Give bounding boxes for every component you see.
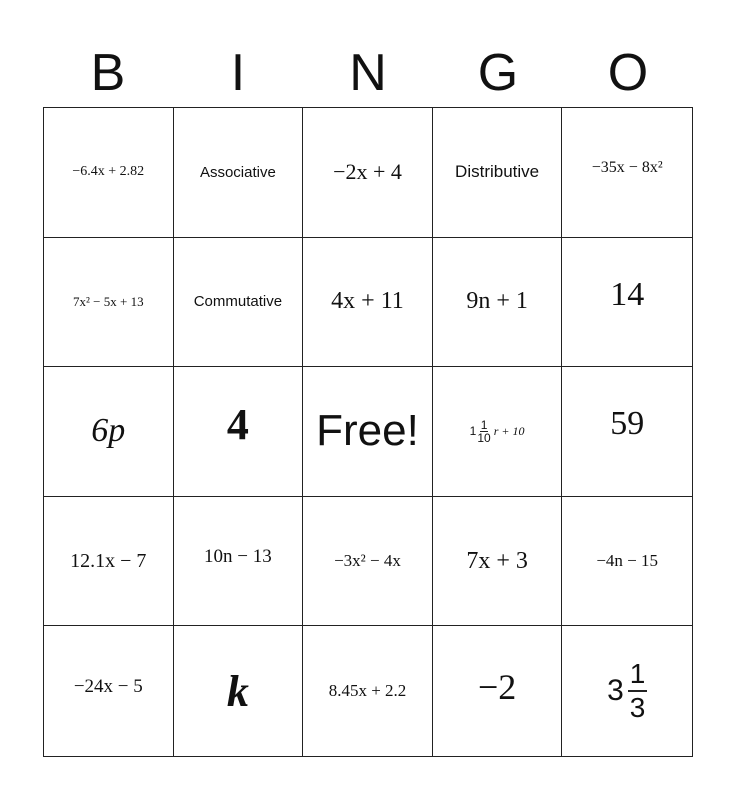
- header-letter-b: B: [90, 44, 126, 102]
- fraction: [476, 419, 491, 444]
- fraction-denominator: 3: [629, 692, 646, 724]
- cell-text: 9n + 1: [466, 288, 528, 315]
- mixed-whole: 3: [607, 674, 624, 708]
- cell-text: 4: [226, 399, 249, 449]
- bingo-cell[interactable]: [303, 626, 433, 756]
- cell-text: Commutative: [193, 293, 283, 311]
- bingo-cell[interactable]: [174, 626, 304, 756]
- cell-text: 10n − 13: [204, 546, 272, 568]
- cell-text: Distributive: [455, 162, 540, 182]
- fraction-numerator: 1: [480, 417, 488, 432]
- bingo-cell[interactable]: [44, 108, 174, 238]
- bingo-cell[interactable]: [433, 626, 563, 756]
- cell-text: 14: [610, 275, 645, 313]
- cell-text: 7x² − 5x + 13: [73, 293, 144, 309]
- mixed-fraction-expression: [470, 419, 525, 444]
- cell-text: k: [226, 666, 249, 716]
- mixed-fraction: [607, 660, 647, 722]
- bingo-cell[interactable]: [562, 626, 692, 756]
- bingo-cell[interactable]: [562, 497, 692, 627]
- mixed-whole: 1: [469, 424, 477, 439]
- bingo-cell[interactable]: [433, 497, 563, 627]
- cell-text: 6p: [91, 412, 126, 450]
- cell-text: −2: [477, 667, 517, 708]
- cell-text: 8.45x + 2.2: [328, 681, 407, 701]
- bingo-cell[interactable]: [44, 367, 174, 497]
- bingo-cell[interactable]: [433, 367, 563, 497]
- fraction-denominator: 10: [477, 430, 491, 445]
- bingo-cell[interactable]: [303, 497, 433, 627]
- bingo-header: [43, 42, 693, 104]
- bingo-cell[interactable]: [562, 238, 692, 368]
- header-letter-o: O: [607, 44, 649, 102]
- bingo-cell[interactable]: [562, 367, 692, 497]
- free-space-text: Free!: [316, 406, 419, 456]
- bingo-cell[interactable]: [174, 497, 304, 627]
- fraction: [628, 660, 648, 722]
- cell-text: −24x − 5: [73, 676, 143, 698]
- header-letter-i: I: [230, 44, 246, 102]
- bingo-cell[interactable]: [44, 238, 174, 368]
- bingo-board: [43, 107, 693, 757]
- cell-text: −4n − 15: [596, 551, 659, 571]
- cell-text: Associative: [199, 163, 276, 181]
- bingo-cell[interactable]: [433, 238, 563, 368]
- free-space[interactable]: [303, 367, 433, 497]
- header-letter-n: N: [349, 44, 387, 102]
- bingo-cell[interactable]: [44, 497, 174, 627]
- cell-text: 12.1x − 7: [70, 549, 147, 572]
- cell-text: −3x² − 4x: [334, 551, 401, 571]
- bingo-cell[interactable]: [303, 238, 433, 368]
- bingo-cell[interactable]: [174, 238, 304, 368]
- bingo-cell[interactable]: [433, 108, 563, 238]
- cell-text: 4x + 11: [331, 288, 404, 315]
- cell-text: −6.4x + 2.82: [72, 164, 145, 180]
- bingo-cell[interactable]: [562, 108, 692, 238]
- expression-remainder: r + 10: [493, 423, 525, 438]
- cell-text: 59: [610, 405, 645, 443]
- bingo-cell[interactable]: [44, 626, 174, 756]
- bingo-cell[interactable]: [174, 367, 304, 497]
- cell-text: −35x − 8x²: [591, 159, 663, 177]
- bingo-cell[interactable]: [303, 108, 433, 238]
- header-letter-g: G: [477, 44, 519, 102]
- bingo-cell[interactable]: [174, 108, 304, 238]
- cell-text: 7x + 3: [466, 547, 528, 574]
- cell-text: −2x + 4: [333, 159, 402, 185]
- fraction-numerator: 1: [628, 660, 648, 692]
